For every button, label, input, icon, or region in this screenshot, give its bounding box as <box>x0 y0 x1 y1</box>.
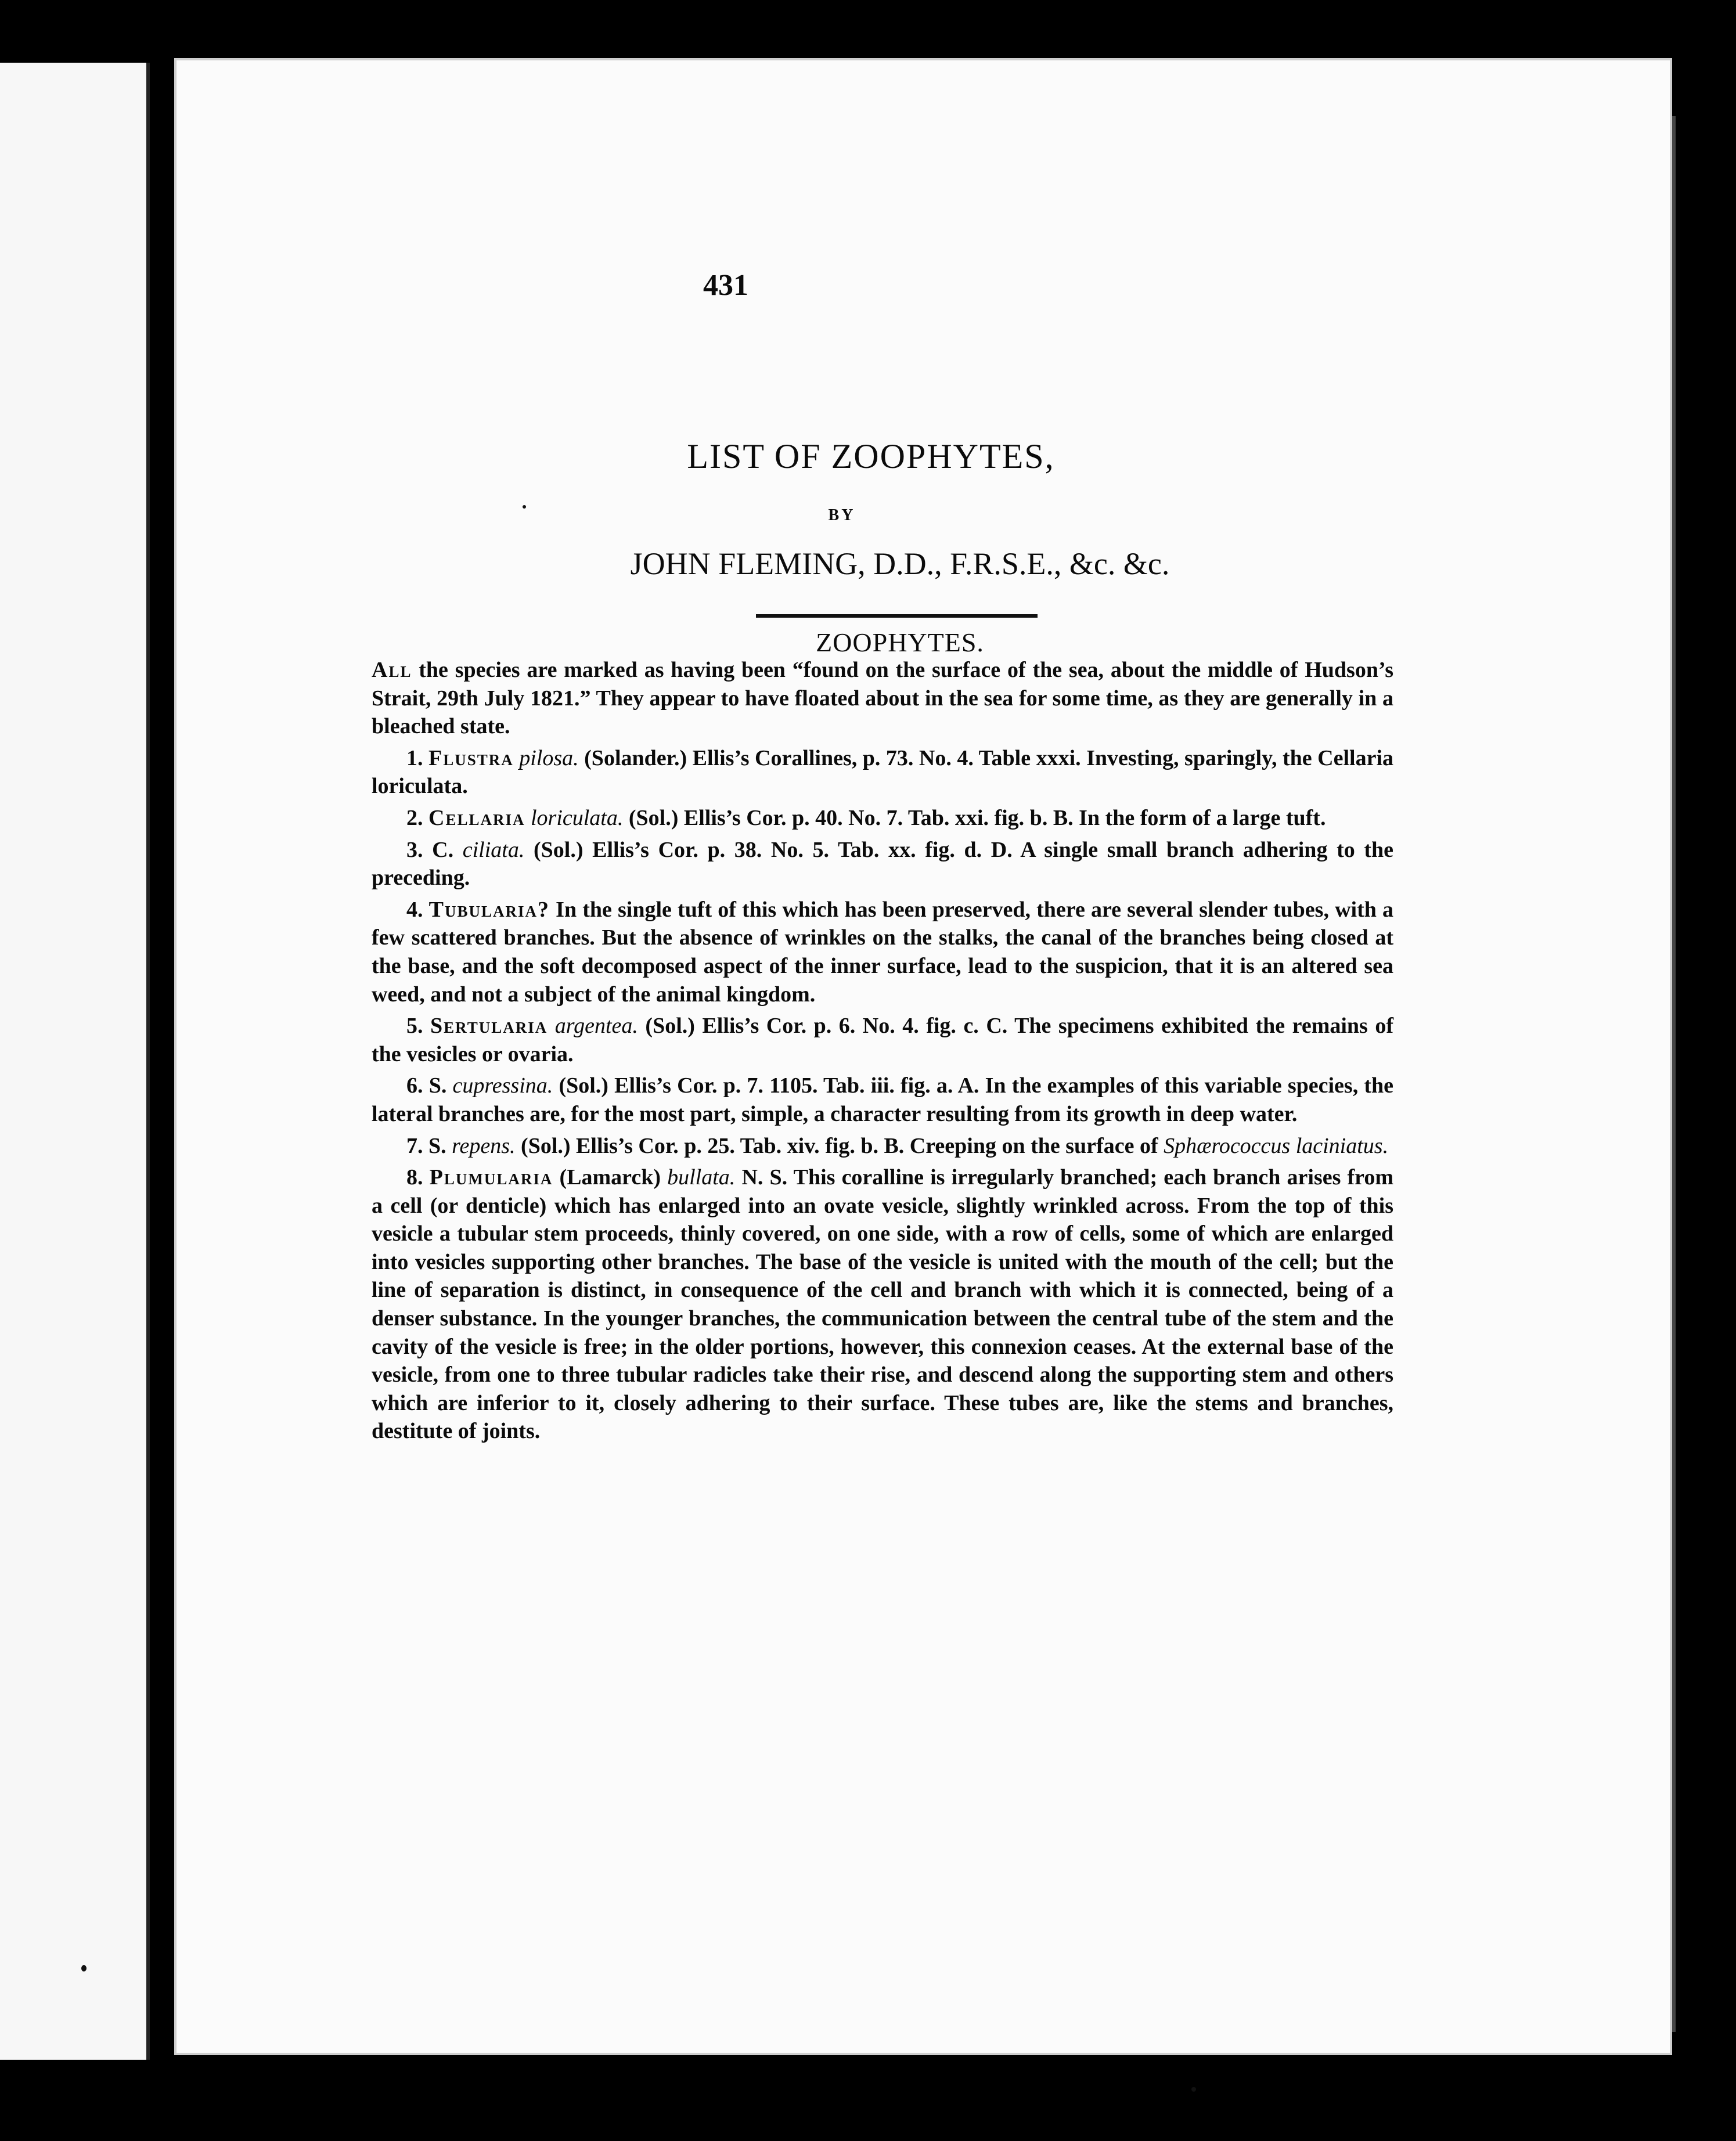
entry-species: loriculata. <box>530 805 624 830</box>
entry-genus: Cellaria <box>428 805 525 830</box>
intro-paragraph <box>372 656 1393 741</box>
species-entry-7 <box>372 1132 1393 1160</box>
author-name: JOHN FLEMING, D.D., F.R.S.E., &c. &c. <box>630 546 1170 581</box>
page-edge-line <box>1672 116 1676 2032</box>
entry-description: N. S. This coralline is irregularly branched; each branch arises from a cell (or denticle) which has enlarged into an ovate vesicle, slightly wrinkled across. From the top of this vesicle a tubular stem proceeds, thinly covered, on one side, with a row of cells, some of which are enlarged into vesicles supporting other branches. The base of the vesicle is united with the mouth of the cell; but the line of separation is distinct, in consequence of the cell and branch with which it is connected, being of a denser substance. In the younger branches, the communication between the central tube of the stem and the cavity of the vesicle is free; in the older portions, however, this connexion ceases. At the external base of the vesicle, from one to three tubular radicles take their rise, and descend along the supporting stem and others which are inferior to it, closely adhering to their surface. These tubes are, like the stems and branches, destitute of joints. <box>372 1165 1393 1444</box>
entry-number: 5. <box>406 1014 423 1039</box>
entry-species: ciliata. <box>462 837 525 862</box>
entry-number: 7. <box>406 1133 423 1158</box>
entry-text: (Sol.) Ellis’s Cor. p. 7. 1105. Tab. iii. fig. a. A. In the examples of this variable species, the lateral branches are, for the most part, simple, a character resulting from its growth in deep water. <box>372 1073 1394 1126</box>
entry-genus: Flustra <box>428 745 514 770</box>
entry-text: (Sol.) Ellis’s Cor. p. 38. No. 5. Tab. xx. fig. d. D. A single small branch adhering to the preceding. <box>372 837 1394 891</box>
entry-species: cupressina. <box>452 1073 553 1098</box>
entry-number: 1. <box>406 745 423 770</box>
page-number: 431 <box>703 269 748 302</box>
entry-number: 4. <box>406 897 423 922</box>
entry-text: (Sol.) Ellis’s Cor. p. 40. No. 7. Tab. xxi. fig. b. B. In the form of a large tuft. <box>623 805 1326 830</box>
intro-lead: All <box>372 658 412 682</box>
section-heading: ZOOPHYTES. <box>816 628 984 657</box>
page-title: LIST OF ZOOPHYTES, <box>687 437 1055 475</box>
species-entry-5 <box>372 1012 1393 1068</box>
entry-number: 2. <box>406 805 423 830</box>
entry-genus: S. <box>428 1073 447 1098</box>
entry-number: 6. <box>406 1073 423 1098</box>
intro-text: the species are marked as having been “found on the surface of the sea, about the middle of Hudson’s Strait, 29th July 1821.” They appear to have floated about in the sea for some time, as they are generally in a bleached state. <box>372 658 1393 739</box>
entry-species: pilosa. <box>519 745 579 770</box>
scan-speck <box>1191 2087 1196 2092</box>
entry-host-species: Sphærococcus laciniatus. <box>1164 1133 1389 1158</box>
entry-genus: S. <box>428 1133 446 1158</box>
entry-text: (Lamarck) <box>553 1165 668 1190</box>
species-entry-8 <box>372 1163 1393 1446</box>
entry-species: argentea. <box>554 1014 638 1039</box>
facing-page-edge <box>0 63 150 2060</box>
entry-species: bullata. <box>667 1165 736 1190</box>
species-entry-4 <box>372 896 1393 1008</box>
gutter <box>150 63 171 2060</box>
entry-text: (Sol.) Ellis’s Cor. p. 6. No. 4. fig. c. C. The specimens exhibited the remains of the vesicles or ovaria. <box>372 1014 1394 1066</box>
entry-genus: Sertularia <box>430 1014 548 1039</box>
entry-genus: Tubularia? <box>428 897 550 922</box>
byline-label: BY <box>828 506 856 524</box>
scan-speck <box>523 505 526 509</box>
title-rule <box>756 614 1038 618</box>
entry-genus: Plumularia <box>429 1165 553 1190</box>
species-entry-1 <box>372 744 1393 801</box>
entry-species: repens. <box>452 1133 516 1158</box>
scan-speck <box>81 1965 87 1971</box>
species-entry-3 <box>372 836 1393 892</box>
entry-text: (Sol.) Ellis’s Cor. p. 25. Tab. xiv. fig. b. B. Creeping on the surface of <box>515 1133 1164 1158</box>
entry-number: 8. <box>406 1165 423 1190</box>
species-entry-2 <box>372 804 1393 832</box>
body-text <box>372 656 1393 1449</box>
entry-number: 3. <box>406 837 423 862</box>
entry-text: (Solander.) Ellis’s Corallines, p. 73. No. 4. Table xxxi. Investing, sparingly, the Cellaria loriculata. <box>372 745 1394 799</box>
entry-text: In the single tuft of this which has been preserved, there are several slender tubes, with a few scattered branches. But the absence of wrinkles on the stalks, the canal of the branches being closed at the base, and the soft decomposed aspect of the inner surface, lead to the suspicion, that it is an altered sea weed, and not a subject of the animal kingdom. <box>372 897 1394 1007</box>
species-entry-6 <box>372 1072 1393 1128</box>
entry-genus: C. <box>432 837 454 862</box>
